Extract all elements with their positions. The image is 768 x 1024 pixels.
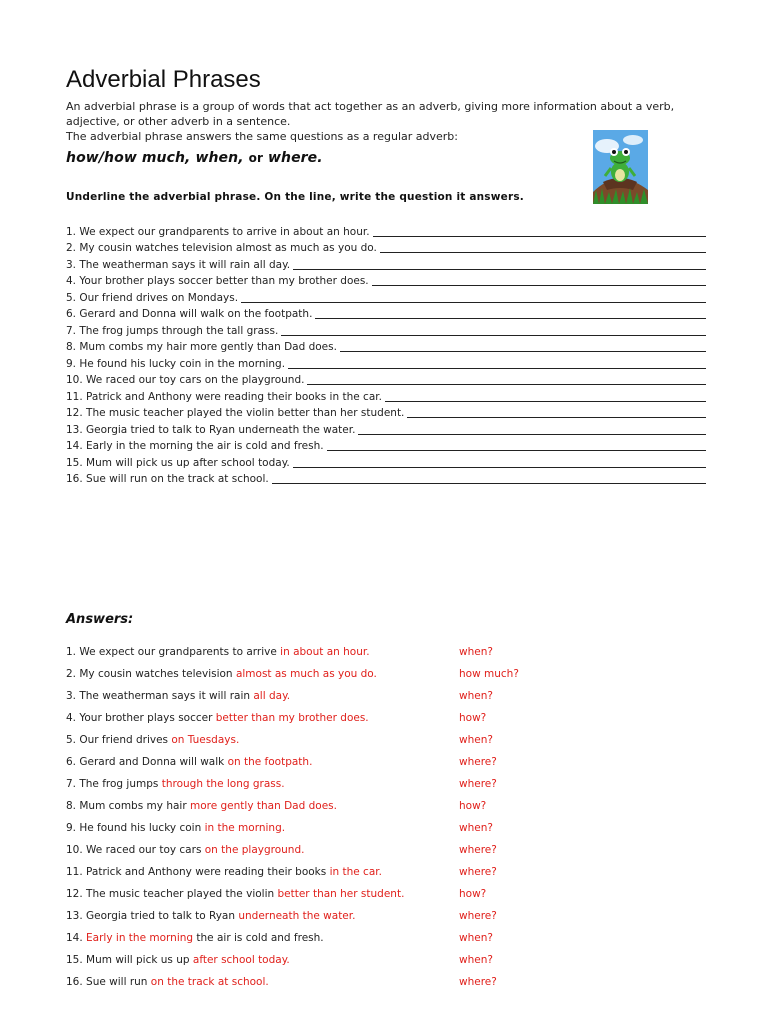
answer-sentence-start: 6. Gerard and Donna will walk <box>66 756 228 768</box>
exercise-sentence: 14. Early in the morning the air is cold and fresh. <box>66 440 324 452</box>
answer-line[interactable] <box>241 302 706 303</box>
exercise-sentence: 9. He found his lucky coin in the morning. <box>66 357 286 370</box>
exercise-sentence: 10. We raced our toy cars on the playground. <box>66 374 305 386</box>
answer-sentence-start: 16. Sue will run <box>66 976 151 988</box>
answer-item <box>66 817 536 839</box>
exercise-item <box>66 239 706 256</box>
answer-line[interactable] <box>293 467 706 468</box>
exercise-sentence: 16. Sue will run on the track at school. <box>66 473 269 485</box>
answer-sentence-start: 2. My cousin watches television <box>66 668 236 680</box>
answer-question: where? <box>459 778 497 790</box>
answer-line[interactable] <box>380 252 706 253</box>
answer-line[interactable] <box>293 269 706 270</box>
instruction-text: Underline the adverbial phrase. On the line, write the question it answers. <box>66 191 524 203</box>
exercise-item <box>66 222 706 239</box>
page-title: Adverbial Phrases <box>66 66 261 93</box>
exercise-item <box>66 338 706 355</box>
answer-sentence-start: 11. Patrick and Anthony were reading their books <box>66 866 330 878</box>
question-where: where <box>267 150 318 166</box>
answer-sentence-start: 9. He found his lucky coin <box>66 822 205 834</box>
answer-item <box>66 905 536 927</box>
answer-line[interactable] <box>373 236 706 237</box>
answer-question: how? <box>459 888 487 900</box>
answer-line[interactable] <box>327 450 706 451</box>
answer-sentence-start: 14. <box>66 932 87 944</box>
exercise-item <box>66 305 706 322</box>
adverbial-phrase: on the playground. <box>204 844 305 856</box>
adverbial-phrase: almost as much as you do. <box>235 668 377 680</box>
answer-question: how? <box>459 712 487 724</box>
answer-item <box>66 773 536 795</box>
answer-line[interactable] <box>272 483 706 484</box>
answer-item <box>66 641 536 663</box>
question-how: how/how much, <box>66 150 191 166</box>
answer-sentence-start: 7. The frog jumps <box>66 778 162 790</box>
exercise-sentence: 2. My cousin watches television almost as much as you do. <box>66 242 377 254</box>
exercise-sentence: 1. We expect our grandparents to arrive in about an hour. <box>66 225 370 238</box>
adverb-questions <box>66 150 323 166</box>
adverbial-phrase: on the footpath. <box>227 756 313 768</box>
exercise-item <box>66 255 706 272</box>
answer-question: where? <box>459 910 497 922</box>
adverbial-phrase: Early in the morning <box>86 932 194 944</box>
answer-item <box>66 949 536 971</box>
answer-question: how? <box>459 800 487 812</box>
answer-item <box>66 751 536 773</box>
answer-item <box>66 685 536 707</box>
exercise-sentence: 7. The frog jumps through the tall grass. <box>66 324 279 337</box>
answer-line[interactable] <box>385 401 706 402</box>
exercise-list <box>66 222 706 486</box>
adverbial-phrase: through the long grass. <box>161 778 285 790</box>
exercise-item <box>66 371 706 388</box>
adverbial-phrase: underneath the water. <box>238 910 356 922</box>
adverbial-phrase: in the morning. <box>204 822 286 834</box>
exercise-item <box>66 321 706 338</box>
exercise-sentence: 6. Gerard and Donna will walk on the footpath. <box>66 308 313 320</box>
adverbial-phrase: after school today. <box>192 954 290 966</box>
exercise-item <box>66 453 706 470</box>
exercise-item <box>66 272 706 289</box>
answer-sentence-end: the air is cold and fresh. <box>193 932 324 944</box>
answers-heading: Answers: <box>66 612 134 627</box>
answer-line[interactable] <box>372 285 706 286</box>
exercise-sentence: 12. The music teacher played the violin better than her student. <box>66 407 405 419</box>
question-when: when, <box>195 150 244 166</box>
answer-item <box>66 663 536 685</box>
answer-item <box>66 795 536 817</box>
adverbial-phrase: in the car. <box>329 866 382 878</box>
exercise-item <box>66 288 706 305</box>
exercise-sentence: 4. Your brother plays soccer better than my brother does. <box>66 275 369 287</box>
answer-question: how much? <box>459 668 519 680</box>
answer-sentence-start: 1. We expect our grandparents to arrive <box>66 646 281 658</box>
adverbial-phrase: more gently than Dad does. <box>189 800 337 812</box>
exercise-sentence: 5. Our friend drives on Mondays. <box>66 291 239 304</box>
answer-sentence-start: 15. Mum will pick us up <box>66 954 193 966</box>
answer-item <box>66 707 536 729</box>
answer-sentence-start: 10. We raced our toy cars <box>66 844 205 856</box>
question-or: or <box>248 151 263 165</box>
answer-line[interactable] <box>307 384 706 385</box>
answer-sentence-start: 4. Your brother plays soccer <box>66 712 216 724</box>
adverbial-phrase: all day. <box>253 690 291 702</box>
adverbial-phrase: better than my brother does. <box>215 712 369 724</box>
answer-line[interactable] <box>340 351 706 352</box>
answer-item <box>66 927 536 949</box>
exercise-item <box>66 354 706 371</box>
answer-item <box>66 729 536 751</box>
answer-question: when? <box>459 646 493 658</box>
answer-line[interactable] <box>315 318 706 319</box>
intro-definition: An adverbial phrase is a group of words that act together as an adverb, giving more information about a verb, adjective, or other adverb in a sentence. <box>66 100 675 128</box>
exercise-item <box>66 387 706 404</box>
adverbial-phrase: on the track at school. <box>150 976 269 988</box>
question-period: . <box>317 150 323 166</box>
exercise-item <box>66 437 706 454</box>
answer-sentence-start: 5. Our friend drives <box>66 734 172 746</box>
adverbial-phrase: in about an hour. <box>280 646 370 658</box>
answer-line[interactable] <box>358 434 706 435</box>
answer-item <box>66 861 536 883</box>
answer-question: when? <box>459 734 493 746</box>
answer-question: when? <box>459 954 493 966</box>
answer-question: where? <box>459 976 497 988</box>
exercise-item <box>66 470 706 487</box>
answer-question: where? <box>459 866 497 878</box>
answer-question: where? <box>459 756 497 768</box>
exercise-item <box>66 420 706 437</box>
answer-question: when? <box>459 932 493 944</box>
exercise-sentence: 13. Georgia tried to talk to Ryan underneath the water. <box>66 423 356 436</box>
answer-line[interactable] <box>281 335 706 336</box>
exercise-sentence: 15. Mum will pick us up after school today. <box>66 456 290 469</box>
exercise-item <box>66 404 706 421</box>
answers-list <box>66 641 536 993</box>
answer-item <box>66 839 536 861</box>
answer-question: when? <box>459 822 493 834</box>
frog-illustration <box>593 130 648 204</box>
answer-item <box>66 971 536 993</box>
exercise-sentence: 8. Mum combs my hair more gently than Dad does. <box>66 341 337 353</box>
answer-line[interactable] <box>407 417 706 418</box>
answer-sentence-start: 3. The weatherman says it will rain <box>66 690 254 702</box>
exercise-sentence: 3. The weatherman says it will rain all day. <box>66 258 291 271</box>
adverbial-phrase: better than her student. <box>277 888 405 900</box>
answer-question: where? <box>459 844 497 856</box>
adverbial-phrase: on Tuesdays. <box>171 734 240 746</box>
answer-sentence-start: 12. The music teacher played the violin <box>66 888 278 900</box>
answer-item <box>66 883 536 905</box>
exercise-sentence: 11. Patrick and Anthony were reading their books in the car. <box>66 390 382 403</box>
answer-sentence-start: 8. Mum combs my hair <box>66 800 190 812</box>
answer-question: when? <box>459 690 493 702</box>
answer-sentence-start: 13. Georgia tried to talk to Ryan <box>66 910 239 922</box>
answer-line[interactable] <box>288 368 706 369</box>
intro-questions: The adverbial phrase answers the same questions as a regular adverb: <box>66 130 458 143</box>
